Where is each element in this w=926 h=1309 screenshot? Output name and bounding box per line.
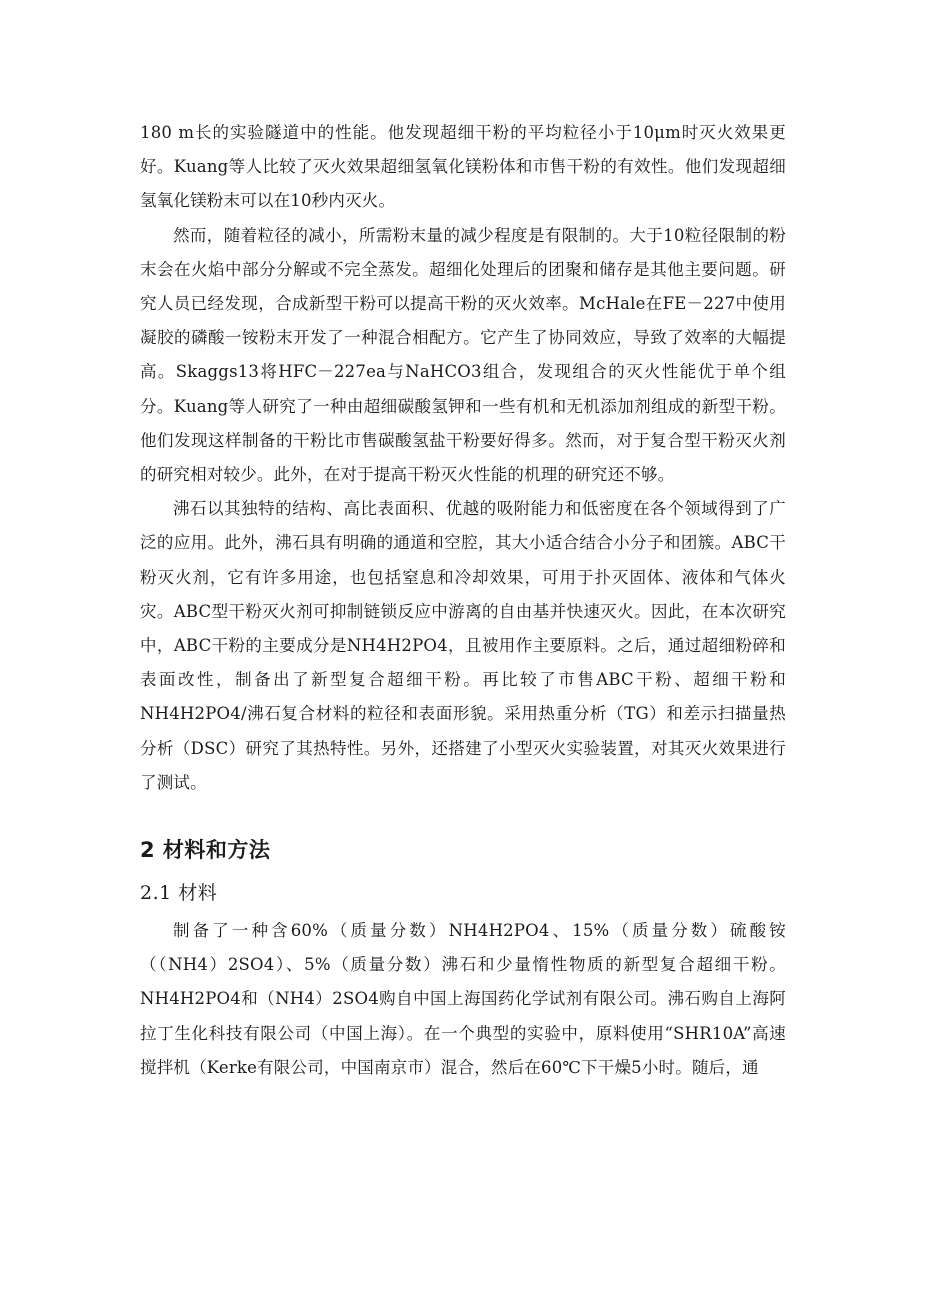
section-heading-materials-methods: 2 材料和方法 xyxy=(140,838,271,863)
paragraph-materials: 制备了一种含60%（质量分数）NH4H2PO4、15%（质量分数）硫酸铵（（NH4）2SO4）、5%（质量分数）沸石和少量惰性物质的新型复合超细干粉。NH4H2PO4和（NH4）2SO4购自中国上海国药化学试剂有限公司。沸石购自上海阿拉丁生化科技有限公司（中国上海）。在一个典型的实验中，原料使用“SHR10A”高速搅拌机（Kerke有限公司，中国南京市）混合，然后在60℃下干燥5小时。随后，通 xyxy=(140,921,786,1077)
paragraph-particle-size: 然而，随着粒径的减小，所需粉末量的减少程度是有限制的。大于10粒径限制的粉末会在火焰中部分分解或不完全蒸发。超细化处理后的团聚和储存是其他主要问题。研究人员已经发现，合成新型干粉可以提高干粉的灭火效率。McHale在FE－227中使用凝胶的磷酸一铵粉末开发了一种混合相配方。它产生了协同效应，导致了效率的大幅提高。Skaggs13将HFC－227ea与NaHCO3组合，发现组合的灭火性能优于单个组分。Kuang等人研究了一种由超细碳酸氢钾和一些有机和无机添加剂组成的新型干粉。他们发现这样制备的干粉比市售碳酸氢盐干粉要好得多。然而，对于复合型干粉灭火剂的研究相对较少。此外，在对于提高干粉灭火性能的机理的研究还不够。 xyxy=(140,225,786,485)
document-page xyxy=(140,116,786,1085)
subsection-heading-materials: 2.1 材料 xyxy=(140,882,218,905)
paragraph-intro-continuation: 180 m长的实验隧道中的性能。他发现超细干粉的平均粒径小于10μm时灭火效果更好。Kuang等人比较了灭火效果超细氢氧化镁粉体和市售干粉的有效性。他们发现超细氢氧化镁粉末可以在10秒内灭火。 xyxy=(140,123,786,211)
paragraph-zeolite: 沸石以其独特的结构、高比表面积、优越的吸附能力和低密度在各个领域得到了广泛的应用。此外，沸石具有明确的通道和空腔，其大小适合结合小分子和团簇。ABC干粉灭火剂，它有许多用途，也包括窒息和冷却效果，可用于扑灭固体、液体和气体火灾。ABC型干粉灭火剂可抑制链锁反应中游离的自由基并快速灭火。因此，在本次研究中，ABC干粉的主要成分是NH4H2PO4，且被用作主要原料。之后，通过超细粉碎和表面改性，制备出了新型复合超细干粉。再比较了市售ABC干粉、超细干粉和NH4H2PO4/沸石复合材料的粒径和表面形貌。采用热重分析（TG）和差示扫描量热分析（DSC）研究了其热特性。另外，还搭建了小型灭火实验装置，对其灭火效果进行了测试。 xyxy=(140,499,786,792)
